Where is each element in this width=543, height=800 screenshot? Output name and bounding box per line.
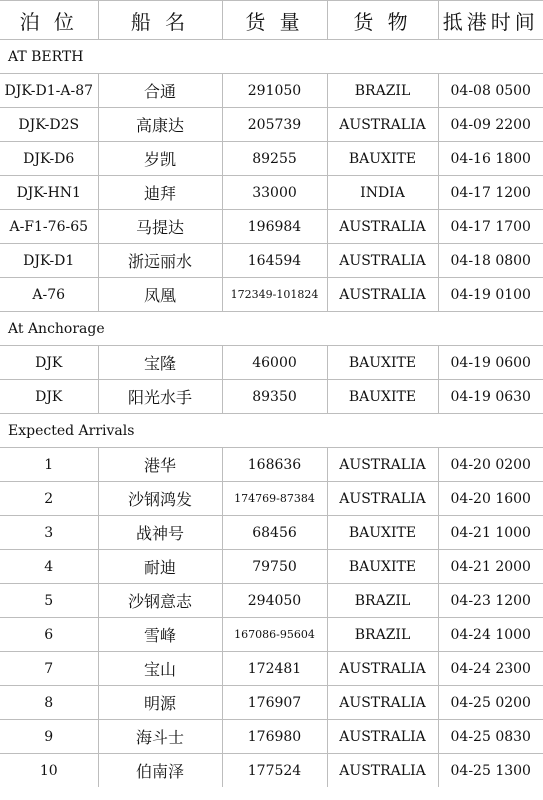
cargo-cell: AUSTRALIA [327,482,438,516]
schedule-body [0,40,543,788]
ship-name-cell: 港华 [98,448,222,482]
header-ship-name: 船 名 [98,1,222,40]
berth-cell: DJK-HN1 [0,176,98,210]
table-row [0,210,543,244]
quantity-cell: 33000 [222,176,327,210]
section-header-row [0,40,543,74]
arrival-time-cell: 04-08 0500 [438,74,543,108]
berth-cell: 4 [0,550,98,584]
table-row [0,142,543,176]
quantity-cell: 294050 [222,584,327,618]
table-row [0,516,543,550]
section-title: AT BERTH [0,40,543,74]
arrival-time-cell: 04-24 2300 [438,652,543,686]
quantity-cell: 291050 [222,74,327,108]
table-row [0,720,543,754]
ship-name-cell: 合通 [98,74,222,108]
quantity-cell: 46000 [222,346,327,380]
ship-name-cell: 迪拜 [98,176,222,210]
cargo-cell: BRAZIL [327,618,438,652]
quantity-cell: 176980 [222,720,327,754]
berth-cell: DJK [0,346,98,380]
section-header-row [0,414,543,448]
cargo-cell: BAUXITE [327,346,438,380]
cargo-cell: AUSTRALIA [327,278,438,312]
berth-cell: 10 [0,754,98,788]
arrival-time-cell: 04-21 1000 [438,516,543,550]
berth-cell: DJK-D6 [0,142,98,176]
cargo-cell: AUSTRALIA [327,108,438,142]
table-row [0,278,543,312]
quantity-cell: 164594 [222,244,327,278]
arrival-time-cell: 04-16 1800 [438,142,543,176]
arrival-time-cell: 04-19 0100 [438,278,543,312]
cargo-cell: BRAZIL [327,74,438,108]
cargo-cell: INDIA [327,176,438,210]
header-row [0,1,543,40]
quantity-cell: 172481 [222,652,327,686]
quantity-cell: 79750 [222,550,327,584]
ship-name-cell: 战神号 [98,516,222,550]
table-row [0,108,543,142]
table-row [0,584,543,618]
ship-name-cell: 岁凯 [98,142,222,176]
ship-name-cell: 沙钢鸿发 [98,482,222,516]
berth-cell: 1 [0,448,98,482]
ship-name-cell: 宝山 [98,652,222,686]
berth-cell: A-F1-76-65 [0,210,98,244]
arrival-time-cell: 04-19 0630 [438,380,543,414]
table-row [0,346,543,380]
quantity-cell: 177524 [222,754,327,788]
cargo-cell: AUSTRALIA [327,652,438,686]
arrival-time-cell: 04-09 2200 [438,108,543,142]
berth-cell: 3 [0,516,98,550]
cargo-cell: AUSTRALIA [327,448,438,482]
cargo-cell: BAUXITE [327,550,438,584]
cargo-cell: AUSTRALIA [327,210,438,244]
cargo-cell: AUSTRALIA [327,754,438,788]
cargo-cell: BAUXITE [327,142,438,176]
header-arrival-time: 抵港时间 [438,1,543,40]
berth-cell: DJK [0,380,98,414]
berth-cell: 5 [0,584,98,618]
table-row [0,448,543,482]
header-quantity: 货 量 [222,1,327,40]
table-row [0,754,543,788]
quantity-cell: 168636 [222,448,327,482]
header-berth: 泊 位 [0,1,98,40]
quantity-cell: 89255 [222,142,327,176]
cargo-cell: AUSTRALIA [327,686,438,720]
table-row [0,74,543,108]
berth-cell: DJK-D1-A-87 [0,74,98,108]
arrival-time-cell: 04-20 0200 [438,448,543,482]
berth-cell: DJK-D1 [0,244,98,278]
cargo-cell: BAUXITE [327,516,438,550]
quantity-cell: 89350 [222,380,327,414]
table-row [0,618,543,652]
ship-name-cell: 明源 [98,686,222,720]
table-row [0,686,543,720]
berth-cell: 6 [0,618,98,652]
cargo-cell: BAUXITE [327,380,438,414]
ship-name-cell: 马提达 [98,210,222,244]
quantity-cell: 167086-95604 [222,618,327,652]
quantity-cell: 205739 [222,108,327,142]
arrival-time-cell: 04-24 1000 [438,618,543,652]
arrival-time-cell: 04-25 1300 [438,754,543,788]
section-header-row [0,312,543,346]
ship-name-cell: 伯南泽 [98,754,222,788]
quantity-cell: 174769-87384 [222,482,327,516]
arrival-time-cell: 04-23 1200 [438,584,543,618]
ship-name-cell: 雪峰 [98,618,222,652]
table-row [0,550,543,584]
section-title: Expected Arrivals [0,414,543,448]
ship-name-cell: 浙远丽水 [98,244,222,278]
ship-name-cell: 沙钢意志 [98,584,222,618]
berth-cell: 2 [0,482,98,516]
cargo-cell: BRAZIL [327,584,438,618]
berth-cell: 7 [0,652,98,686]
ship-name-cell: 阳光水手 [98,380,222,414]
berth-cell: A-76 [0,278,98,312]
arrival-time-cell: 04-17 1700 [438,210,543,244]
arrival-time-cell: 04-19 0600 [438,346,543,380]
quantity-cell: 176907 [222,686,327,720]
cargo-cell: AUSTRALIA [327,244,438,278]
quantity-cell: 68456 [222,516,327,550]
berth-cell: 8 [0,686,98,720]
table-row [0,482,543,516]
ship-name-cell: 高康达 [98,108,222,142]
berth-cell: DJK-D2S [0,108,98,142]
berth-cell: 9 [0,720,98,754]
quantity-cell: 172349-101824 [222,278,327,312]
quantity-cell: 196984 [222,210,327,244]
ship-name-cell: 耐迪 [98,550,222,584]
header-cargo: 货 物 [327,1,438,40]
arrival-time-cell: 04-18 0800 [438,244,543,278]
ship-name-cell: 海斗士 [98,720,222,754]
arrival-time-cell: 04-25 0830 [438,720,543,754]
arrival-time-cell: 04-20 1600 [438,482,543,516]
table-row [0,244,543,278]
table-row [0,652,543,686]
table-row [0,176,543,210]
ship-name-cell: 凤凰 [98,278,222,312]
arrival-time-cell: 04-17 1200 [438,176,543,210]
table-row [0,380,543,414]
ship-name-cell: 宝隆 [98,346,222,380]
section-title: At Anchorage [0,312,543,346]
cargo-cell: AUSTRALIA [327,720,438,754]
arrival-time-cell: 04-25 0200 [438,686,543,720]
arrival-time-cell: 04-21 2000 [438,550,543,584]
